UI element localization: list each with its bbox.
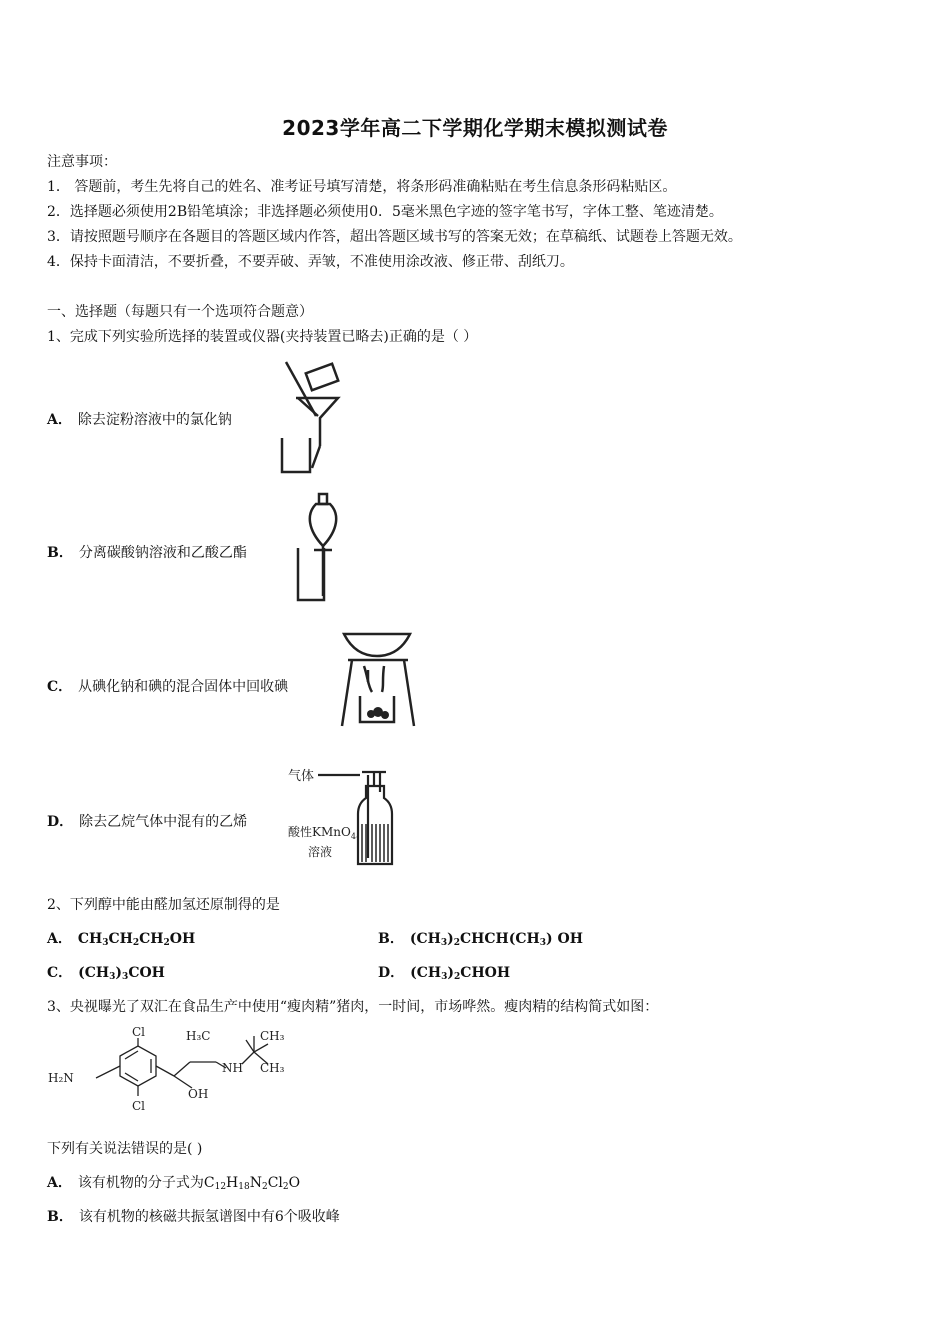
fig-d-solution-label: 溶液	[308, 845, 333, 859]
cl-top-label: Cl	[132, 1026, 146, 1039]
q1-option-d-text: 除去乙烷气体中混有的乙烯	[79, 814, 248, 830]
q1-option-d-label: D．	[47, 814, 74, 830]
q2-option-d: D． $(CH_3)_2CHOH$	[378, 965, 511, 982]
separatory-funnel-figure	[290, 490, 340, 606]
nh-label: NH	[222, 1061, 243, 1075]
filtration-apparatus-figure	[272, 358, 352, 478]
q1-option-b-label: B．	[47, 545, 73, 561]
notice-item-2: 2．选择题必须使用2B铅笔填涂；非选择题必须使用0．5毫米黑色字迹的签字笔书写，字体工整、笔迹清楚。	[47, 204, 723, 220]
q2-option-b: B． $(CH_3)_2CHCH(CH_3)$ OH	[378, 931, 583, 948]
question-3-sub-stem: 下列有关说法错误的是( )	[47, 1141, 203, 1157]
q1-option-d	[47, 812, 247, 832]
section-heading: 一、选择题（每题只有一个选项符合题意）	[47, 304, 313, 320]
q3-option-b: B． 该有机物的核磁共振氢谱图中有6个吸收峰	[47, 1209, 340, 1225]
cl-bottom-label: Cl	[132, 1099, 146, 1113]
ch3-right-bottom-label: CH₃	[260, 1061, 285, 1075]
q1-option-c	[47, 677, 288, 697]
q2-option-d-label: D．	[378, 965, 405, 981]
clenbuterol-structure-figure	[46, 1026, 306, 1118]
sublimation-apparatus-figure	[338, 626, 420, 730]
h2n-label: H₂N	[48, 1071, 74, 1085]
q1-option-b	[47, 543, 247, 563]
q1-option-a-label: A．	[47, 412, 72, 428]
oh-label: OH	[188, 1087, 209, 1101]
notice-item-4: 4．保持卡面清洁，不要折叠，不要弄破、弄皱，不准使用涂改液、修正带、刮纸刀。	[47, 254, 574, 270]
q1-option-b-text: 分离碳酸钠溶液和乙酸乙酯	[78, 545, 247, 561]
ch3-right-top-label: CH₃	[260, 1029, 285, 1043]
gas-washing-bottle-figure	[286, 760, 410, 872]
notice-item-1: 1． 答题前，考生先将自己的姓名、准考证号填写清楚，将条形码准确粘贴在考生信息条形码粘贴区。	[47, 179, 677, 195]
q1-option-c-text: 从碘化钠和碘的混合固体中回收碘	[78, 679, 289, 695]
question-2-stem: 2、下列醇中能由醛加氢还原制得的是	[47, 897, 280, 913]
q1-option-a-text: 除去淀粉溶液中的氯化钠	[77, 412, 232, 428]
h3c-label: H₃C	[186, 1029, 211, 1043]
q3-option-b-label: B．	[47, 1209, 73, 1225]
fig-d-reagent-label: 酸性KMnO$_4$,	[288, 825, 360, 841]
q3-option-a: A． 该有机物的分子式为$C_{12}H_{18}N_2Cl_2O$	[47, 1175, 301, 1192]
q2-option-c: C． $(CH_3)_3COH$	[47, 965, 165, 982]
q2-option-a-label: A．	[47, 931, 72, 947]
q2-option-a: A． $CH_3CH_2CH_2OH$	[47, 931, 196, 948]
q3-option-a-label: A．	[47, 1175, 72, 1191]
q2-option-b-label: B．	[378, 931, 404, 947]
question-1-stem: 1、完成下列实验所选择的装置或仪器(夹持装置已略去)正确的是（ ）	[47, 329, 478, 345]
q1-option-a	[47, 410, 232, 430]
fig-d-gas-label: 气体	[288, 769, 315, 784]
q2-option-c-label: C．	[47, 965, 73, 981]
question-3-stem: 3、央视曝光了双汇在食品生产中使用“瘦肉精”猪肉，一时间，市场哗然。瘦肉精的结构简式如图：	[47, 999, 659, 1015]
notice-heading: 注意事项：	[47, 154, 117, 170]
notice-item-3: 3．请按照题号顺序在各题目的答题区域内作答，超出答题区域书写的答案无效；在草稿纸、试题卷上答题无效。	[47, 229, 742, 245]
page-title: 2023学年高二下学期化学期末模拟测试卷	[282, 116, 668, 140]
q1-option-c-label: C．	[47, 679, 73, 695]
